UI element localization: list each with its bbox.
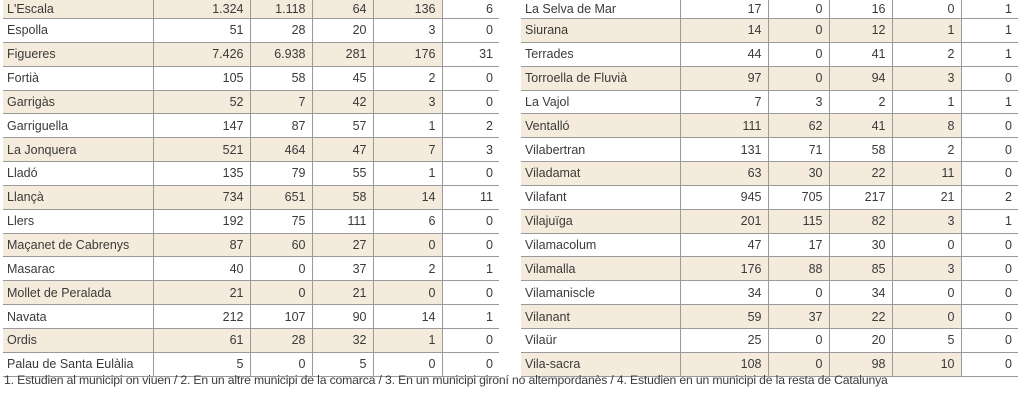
col3-cell: 176 <box>373 42 442 66</box>
municipality-cell: Lladó <box>3 162 153 186</box>
left-data-table <box>3 0 499 377</box>
total-cell: 945 <box>680 185 768 209</box>
col2-cell: 21 <box>312 281 373 305</box>
total-cell: 1.324 <box>153 0 250 19</box>
total-cell: 14 <box>680 19 768 43</box>
total-cell: 521 <box>153 138 250 162</box>
col2-cell: 111 <box>312 209 373 233</box>
total-cell: 192 <box>153 209 250 233</box>
total-cell: 7.426 <box>153 42 250 66</box>
municipality-cell: Vilabertran <box>521 138 680 162</box>
col2-cell: 22 <box>829 162 892 186</box>
total-cell: 212 <box>153 305 250 329</box>
col1-cell: 28 <box>250 328 312 352</box>
col3-cell: 1 <box>892 19 961 43</box>
table-row <box>521 66 1018 90</box>
col4-cell: 2 <box>442 114 499 138</box>
col4-cell: 0 <box>961 281 1018 305</box>
col1-cell: 17 <box>768 233 829 257</box>
col1-cell: 79 <box>250 162 312 186</box>
table-row <box>3 185 499 209</box>
col2-cell: 41 <box>829 114 892 138</box>
municipality-cell: Vilanant <box>521 305 680 329</box>
col4-cell: 0 <box>442 209 499 233</box>
col3-cell: 2 <box>892 42 961 66</box>
col3-cell: 10 <box>892 352 961 376</box>
col1-cell: 7 <box>250 90 312 114</box>
col3-cell: 0 <box>373 281 442 305</box>
col1-cell: 71 <box>768 138 829 162</box>
table-row <box>521 42 1018 66</box>
total-cell: 34 <box>680 281 768 305</box>
col2-cell: 27 <box>312 233 373 257</box>
col4-cell: 0 <box>442 19 499 43</box>
municipality-cell: La Vajol <box>521 90 680 114</box>
col2-cell: 5 <box>312 352 373 376</box>
col3-cell: 0 <box>373 233 442 257</box>
col1-cell: 0 <box>768 19 829 43</box>
col3-cell: 2 <box>892 138 961 162</box>
municipality-cell: Figueres <box>3 42 153 66</box>
municipality-cell: Vilamalla <box>521 257 680 281</box>
col4-cell: 0 <box>961 138 1018 162</box>
col4-cell: 0 <box>961 328 1018 352</box>
col4-cell: 1 <box>961 0 1018 19</box>
col2-cell: 90 <box>312 305 373 329</box>
col2-cell: 30 <box>829 233 892 257</box>
col3-cell: 3 <box>892 66 961 90</box>
col4-cell: 0 <box>442 352 499 376</box>
municipality-cell: Torroella de Fluvià <box>521 66 680 90</box>
col1-cell: 37 <box>768 305 829 329</box>
col4-cell: 0 <box>961 162 1018 186</box>
col2-cell: 16 <box>829 0 892 19</box>
footnote: 1. Estudien al municipi on viuen / 2. En un altre municipi de la comarca / 3. En un municipi gironí no altempordanès / 4. Estudien en un municipi de la resta de Catalunya <box>4 373 888 387</box>
total-cell: 51 <box>153 19 250 43</box>
total-cell: 21 <box>153 281 250 305</box>
municipality-cell: Llançà <box>3 185 153 209</box>
col4-cell: 31 <box>442 42 499 66</box>
col4-cell: 0 <box>961 352 1018 376</box>
total-cell: 40 <box>153 257 250 281</box>
col3-cell: 1 <box>373 162 442 186</box>
total-cell: 108 <box>680 352 768 376</box>
municipality-cell: Vilafant <box>521 185 680 209</box>
municipality-cell: Masarac <box>3 257 153 281</box>
total-cell: 135 <box>153 162 250 186</box>
col1-cell: 60 <box>250 233 312 257</box>
table-row <box>3 66 499 90</box>
col1-cell: 3 <box>768 90 829 114</box>
col1-cell: 0 <box>250 257 312 281</box>
table-row <box>521 90 1018 114</box>
col1-cell: 0 <box>768 66 829 90</box>
total-cell: 17 <box>680 0 768 19</box>
col1-cell: 1.118 <box>250 0 312 19</box>
col3-cell: 14 <box>373 185 442 209</box>
col1-cell: 0 <box>768 281 829 305</box>
table-row <box>521 281 1018 305</box>
col2-cell: 281 <box>312 42 373 66</box>
table-row <box>521 185 1018 209</box>
table-row <box>521 19 1018 43</box>
col2-cell: 42 <box>312 90 373 114</box>
col4-cell: 0 <box>442 233 499 257</box>
col1-cell: 0 <box>768 352 829 376</box>
table-row <box>3 257 499 281</box>
col1-cell: 0 <box>250 352 312 376</box>
col4-cell: 1 <box>961 19 1018 43</box>
table-row <box>521 209 1018 233</box>
municipality-cell: Espolla <box>3 19 153 43</box>
col4-cell: 1 <box>442 257 499 281</box>
table-row <box>521 0 1018 19</box>
col1-cell: 87 <box>250 114 312 138</box>
right-data-table <box>521 0 1018 377</box>
col1-cell: 0 <box>768 42 829 66</box>
col2-cell: 94 <box>829 66 892 90</box>
col1-cell: 6.938 <box>250 42 312 66</box>
total-cell: 59 <box>680 305 768 329</box>
col2-cell: 32 <box>312 328 373 352</box>
col4-cell: 0 <box>961 114 1018 138</box>
col2-cell: 22 <box>829 305 892 329</box>
municipality-cell: Siurana <box>521 19 680 43</box>
col3-cell: 0 <box>892 233 961 257</box>
col3-cell: 3 <box>373 19 442 43</box>
table-row <box>3 233 499 257</box>
total-cell: 131 <box>680 138 768 162</box>
total-cell: 111 <box>680 114 768 138</box>
total-cell: 61 <box>153 328 250 352</box>
col3-cell: 6 <box>373 209 442 233</box>
col4-cell: 0 <box>961 66 1018 90</box>
col2-cell: 82 <box>829 209 892 233</box>
total-cell: 176 <box>680 257 768 281</box>
col3-cell: 2 <box>373 257 442 281</box>
col4-cell: 0 <box>442 66 499 90</box>
municipality-cell: Mollet de Peralada <box>3 281 153 305</box>
table-row <box>3 281 499 305</box>
col4-cell: 0 <box>442 281 499 305</box>
total-cell: 105 <box>153 66 250 90</box>
col3-cell: 1 <box>373 114 442 138</box>
table-row <box>3 328 499 352</box>
col2-cell: 85 <box>829 257 892 281</box>
col3-cell: 8 <box>892 114 961 138</box>
table-row <box>521 257 1018 281</box>
total-cell: 25 <box>680 328 768 352</box>
col3-cell: 3 <box>892 209 961 233</box>
table-row <box>521 138 1018 162</box>
col1-cell: 58 <box>250 66 312 90</box>
col4-cell: 1 <box>442 305 499 329</box>
col1-cell: 705 <box>768 185 829 209</box>
municipality-cell: Maçanet de Cabrenys <box>3 233 153 257</box>
col3-cell: 5 <box>892 328 961 352</box>
municipality-cell: Ordis <box>3 328 153 352</box>
col3-cell: 11 <box>892 162 961 186</box>
municipality-cell: Vila-sacra <box>521 352 680 376</box>
municipality-cell: Ventalló <box>521 114 680 138</box>
table-row <box>521 162 1018 186</box>
col1-cell: 0 <box>768 328 829 352</box>
col3-cell: 3 <box>373 90 442 114</box>
total-cell: 147 <box>153 114 250 138</box>
col2-cell: 57 <box>312 114 373 138</box>
col3-cell: 0 <box>892 0 961 19</box>
col3-cell: 0 <box>892 281 961 305</box>
col2-cell: 47 <box>312 138 373 162</box>
municipality-cell: La Jonquera <box>3 138 153 162</box>
col4-cell: 11 <box>442 185 499 209</box>
col2-cell: 20 <box>829 328 892 352</box>
municipality-cell: Vilamaniscle <box>521 281 680 305</box>
col1-cell: 0 <box>768 0 829 19</box>
table-row <box>521 328 1018 352</box>
col2-cell: 2 <box>829 90 892 114</box>
col4-cell: 0 <box>961 257 1018 281</box>
col3-cell: 21 <box>892 185 961 209</box>
col1-cell: 0 <box>250 281 312 305</box>
col3-cell: 14 <box>373 305 442 329</box>
total-cell: 97 <box>680 66 768 90</box>
table-row <box>3 209 499 233</box>
col4-cell: 2 <box>961 185 1018 209</box>
col1-cell: 30 <box>768 162 829 186</box>
table-row <box>521 233 1018 257</box>
col2-cell: 37 <box>312 257 373 281</box>
municipality-cell: La Selva de Mar <box>521 0 680 19</box>
col4-cell: 1 <box>961 209 1018 233</box>
col1-cell: 107 <box>250 305 312 329</box>
col4-cell: 1 <box>961 42 1018 66</box>
col4-cell: 0 <box>442 90 499 114</box>
col1-cell: 464 <box>250 138 312 162</box>
table-row <box>3 162 499 186</box>
col2-cell: 217 <box>829 185 892 209</box>
total-cell: 201 <box>680 209 768 233</box>
total-cell: 7 <box>680 90 768 114</box>
municipality-cell: L'Escala <box>3 0 153 19</box>
col4-cell: 6 <box>442 0 499 19</box>
total-cell: 47 <box>680 233 768 257</box>
col3-cell: 136 <box>373 0 442 19</box>
col4-cell: 0 <box>442 162 499 186</box>
total-cell: 5 <box>153 352 250 376</box>
col4-cell: 3 <box>442 138 499 162</box>
col3-cell: 3 <box>892 257 961 281</box>
col3-cell: 7 <box>373 138 442 162</box>
col2-cell: 12 <box>829 19 892 43</box>
municipality-cell: Navata <box>3 305 153 329</box>
municipality-cell: Viladamat <box>521 162 680 186</box>
municipality-cell: Palau de Santa Eulàlia <box>3 352 153 376</box>
municipality-cell: Terrades <box>521 42 680 66</box>
table-row <box>3 0 499 19</box>
municipality-cell: Garrigàs <box>3 90 153 114</box>
col2-cell: 55 <box>312 162 373 186</box>
total-cell: 734 <box>153 185 250 209</box>
table-row <box>3 138 499 162</box>
col2-cell: 64 <box>312 0 373 19</box>
col3-cell: 2 <box>373 66 442 90</box>
total-cell: 63 <box>680 162 768 186</box>
table-row <box>521 305 1018 329</box>
municipality-cell: Garriguella <box>3 114 153 138</box>
col1-cell: 115 <box>768 209 829 233</box>
table-row <box>3 90 499 114</box>
col4-cell: 0 <box>961 305 1018 329</box>
municipality-cell: Fortià <box>3 66 153 90</box>
table-row <box>3 19 499 43</box>
municipality-cell: Vilamacolum <box>521 233 680 257</box>
col1-cell: 651 <box>250 185 312 209</box>
table-row <box>3 42 499 66</box>
col2-cell: 41 <box>829 42 892 66</box>
col3-cell: 1 <box>373 328 442 352</box>
col4-cell: 0 <box>442 328 499 352</box>
col3-cell: 0 <box>892 305 961 329</box>
col2-cell: 58 <box>312 185 373 209</box>
col1-cell: 62 <box>768 114 829 138</box>
col2-cell: 98 <box>829 352 892 376</box>
col2-cell: 34 <box>829 281 892 305</box>
col2-cell: 58 <box>829 138 892 162</box>
col1-cell: 88 <box>768 257 829 281</box>
municipality-cell: Llers <box>3 209 153 233</box>
total-cell: 87 <box>153 233 250 257</box>
table-row <box>3 114 499 138</box>
col1-cell: 75 <box>250 209 312 233</box>
col3-cell: 1 <box>892 90 961 114</box>
col4-cell: 1 <box>961 90 1018 114</box>
total-cell: 52 <box>153 90 250 114</box>
total-cell: 44 <box>680 42 768 66</box>
table-row <box>521 114 1018 138</box>
municipality-cell: Vilajuïga <box>521 209 680 233</box>
table-row <box>3 305 499 329</box>
col4-cell: 0 <box>961 233 1018 257</box>
municipality-cell: Vilaür <box>521 328 680 352</box>
col1-cell: 28 <box>250 19 312 43</box>
col2-cell: 20 <box>312 19 373 43</box>
col2-cell: 45 <box>312 66 373 90</box>
col3-cell: 0 <box>373 352 442 376</box>
